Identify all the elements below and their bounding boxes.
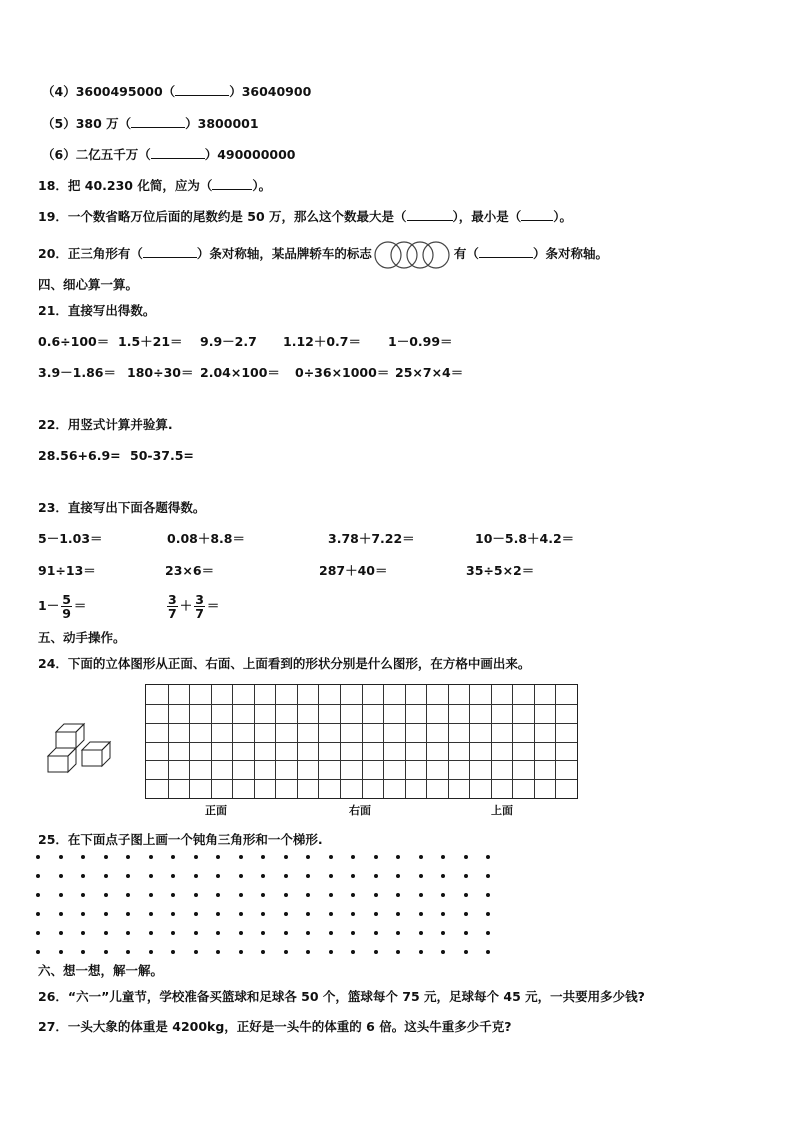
- grid-dot: [216, 950, 220, 954]
- grid-dot: [59, 912, 63, 916]
- grid-dot: [441, 931, 445, 935]
- grid-dot: [351, 931, 355, 935]
- grid-label-top: 上面: [491, 804, 513, 817]
- grid-dot: [464, 855, 468, 859]
- grid-dot: [351, 950, 355, 954]
- grid-dot: [239, 931, 243, 935]
- grid-dot: [419, 893, 423, 897]
- four-rings-logo-icon: [372, 240, 454, 270]
- grid-dot: [216, 874, 220, 878]
- grid-dot: [351, 893, 355, 897]
- grid-dot: [194, 893, 198, 897]
- grid-dot: [441, 874, 445, 878]
- grid-dot: [126, 893, 130, 897]
- q23-expr: 5－1.03＝: [38, 531, 103, 546]
- grid-dot: [306, 855, 310, 859]
- grid-dot: [36, 950, 40, 954]
- grid-dot: [374, 912, 378, 916]
- grid-dot: [59, 931, 63, 935]
- grid-dot: [171, 912, 175, 916]
- grid-dot: [464, 874, 468, 878]
- grid-lines: [146, 685, 577, 798]
- q21-expr: 2.04×100＝: [200, 365, 280, 380]
- q21-expr: 1.12＋0.7＝: [283, 334, 361, 349]
- grid-dot: [396, 950, 400, 954]
- grid-dot: [464, 931, 468, 935]
- grid-dot: [486, 893, 490, 897]
- grid-dot: [104, 855, 108, 859]
- grid-dot: [36, 931, 40, 935]
- grid-dot: [284, 855, 288, 859]
- grid-dot: [81, 912, 85, 916]
- grid-dot: [486, 950, 490, 954]
- q21-expr: 3.9－1.86＝: [38, 365, 116, 380]
- section-5-heading: 五、动手操作。: [38, 630, 126, 645]
- grid-dot: [104, 912, 108, 916]
- q23-fraction-expr-1: 1－ $\frac{5}{9}$ ＝: [38, 592, 87, 621]
- grid-dot: [374, 855, 378, 859]
- grid-dot: [149, 912, 153, 916]
- grid-dot: [36, 855, 40, 859]
- grid-dot: [261, 893, 265, 897]
- grid-dot: [441, 950, 445, 954]
- q23-fraction-expr-2: $\frac{3}{7}$ ＋ $\frac{3}{7}$ ＝: [168, 592, 220, 621]
- question-21-title: 21．直接写出得数。: [38, 303, 156, 318]
- grid-dot: [329, 874, 333, 878]
- q21-expr: 0.6÷100＝: [38, 334, 110, 349]
- drawing-grid[interactable]: [145, 684, 578, 799]
- answer-blank[interactable]: [407, 209, 453, 221]
- q21-expr: 1.5＋21＝: [118, 334, 183, 349]
- grid-dot: [36, 912, 40, 916]
- grid-dot: [284, 874, 288, 878]
- fraction: $\frac{3}{7}$: [168, 592, 177, 621]
- q23-expr: 35÷5×2＝: [466, 563, 535, 578]
- q23-expr: 23×6＝: [165, 563, 215, 578]
- grid-dot: [284, 950, 288, 954]
- grid-dot: [329, 912, 333, 916]
- grid-dot: [239, 874, 243, 878]
- q21-expr: 180÷30＝: [127, 365, 194, 380]
- q23-expr: 10－5.8＋4.2＝: [475, 531, 575, 546]
- grid-dot: [216, 931, 220, 935]
- grid-dot: [194, 950, 198, 954]
- grid-dot: [104, 931, 108, 935]
- grid-dot: [306, 874, 310, 878]
- grid-dot: [486, 855, 490, 859]
- grid-dot: [81, 931, 85, 935]
- grid-dot: [261, 950, 265, 954]
- q22-expr: 28.56+6.9=: [38, 448, 121, 463]
- grid-dot: [351, 912, 355, 916]
- grid-dot: [441, 912, 445, 916]
- question-19: 19．一个数省略万位后面的尾数约是 50 万，那么这个数最大是（ ），最小是（ ）。: [38, 209, 573, 224]
- grid-dot: [396, 855, 400, 859]
- q17-item-5: （5）380 万（ ）3800001: [42, 116, 259, 131]
- grid-label-right: 右面: [349, 804, 371, 817]
- q17-item-6: （6）二亿五千万（ ）490000000: [42, 147, 296, 162]
- grid-dot: [351, 855, 355, 859]
- grid-dot: [396, 893, 400, 897]
- answer-blank[interactable]: [479, 246, 533, 258]
- grid-dot: [261, 874, 265, 878]
- grid-dot: [149, 855, 153, 859]
- question-20: 20．正三角形有（ ）条对称轴，某品牌轿车的标志 有（ ）条对称轴。: [38, 246, 608, 262]
- grid-dot: [464, 893, 468, 897]
- q21-expr: 9.9－2.7: [200, 334, 257, 349]
- q17-item-4: （4）3600495000（ ）36040900: [42, 84, 312, 99]
- grid-dot: [396, 931, 400, 935]
- section-4-heading: 四、细心算一算。: [38, 277, 139, 292]
- grid-dot: [239, 893, 243, 897]
- grid-dot: [329, 893, 333, 897]
- answer-blank[interactable]: [131, 116, 185, 128]
- q22-expr: 50-37.5=: [130, 448, 194, 463]
- grid-dot: [216, 855, 220, 859]
- grid-dot: [486, 931, 490, 935]
- question-18: 18．把 40.230 化简，应为（ ）。: [38, 178, 272, 193]
- grid-dot: [261, 931, 265, 935]
- grid-dot: [329, 855, 333, 859]
- grid-dot: [284, 912, 288, 916]
- grid-dot: [149, 950, 153, 954]
- question-24-title: 24．下面的立体图形从正面、右面、上面看到的形状分别是什么图形，在方格中画出来。: [38, 656, 531, 671]
- grid-dot: [239, 912, 243, 916]
- grid-dot: [441, 855, 445, 859]
- grid-dot: [216, 912, 220, 916]
- grid-dot: [104, 874, 108, 878]
- grid-dot: [126, 931, 130, 935]
- grid-dot: [126, 912, 130, 916]
- grid-dot: [104, 950, 108, 954]
- question-27: 27．一头大象的体重是 4200kg，正好是一头牛的体重的 6 倍。这头牛重多少千克?: [38, 1019, 512, 1034]
- grid-dot: [396, 874, 400, 878]
- answer-blank[interactable]: [151, 147, 205, 159]
- grid-dot: [126, 874, 130, 878]
- grid-dot: [194, 931, 198, 935]
- grid-dot: [149, 893, 153, 897]
- grid-dot: [419, 855, 423, 859]
- question-25-title: 25．在下面点子图上画一个钝角三角形和一个梯形.: [38, 832, 323, 847]
- q23-expr: 91÷13＝: [38, 563, 96, 578]
- grid-dot: [59, 893, 63, 897]
- grid-dot: [194, 912, 198, 916]
- fraction: $\frac{5}{9}$: [62, 592, 71, 621]
- q23-expr: 0.08＋8.8＝: [167, 531, 245, 546]
- grid-dot: [171, 893, 175, 897]
- grid-dot: [306, 931, 310, 935]
- grid-dot: [351, 874, 355, 878]
- grid-dot: [126, 855, 130, 859]
- grid-dot: [239, 950, 243, 954]
- answer-blank[interactable]: [521, 209, 553, 221]
- grid-dot: [419, 950, 423, 954]
- grid-dot: [329, 950, 333, 954]
- grid-dot: [284, 931, 288, 935]
- grid-dot: [59, 950, 63, 954]
- grid-dot: [81, 893, 85, 897]
- q21-expr: 0÷36×1000＝: [295, 365, 390, 380]
- q21-expr: 25×7×4＝: [395, 365, 464, 380]
- grid-dot: [239, 855, 243, 859]
- grid-dot: [441, 893, 445, 897]
- grid-dot: [261, 912, 265, 916]
- grid-dot: [126, 950, 130, 954]
- grid-dot: [374, 893, 378, 897]
- grid-dot: [36, 874, 40, 878]
- grid-dot: [374, 874, 378, 878]
- grid-dot: [59, 874, 63, 878]
- grid-dot: [104, 893, 108, 897]
- grid-dot: [419, 874, 423, 878]
- question-22-title: 22．用竖式计算并验算.: [38, 417, 173, 432]
- grid-dot: [81, 855, 85, 859]
- answer-blank[interactable]: [175, 84, 229, 96]
- grid-dot: [171, 931, 175, 935]
- answer-blank[interactable]: [143, 246, 197, 258]
- grid-dot: [396, 912, 400, 916]
- grid-dot: [306, 893, 310, 897]
- grid-dot: [36, 893, 40, 897]
- grid-dot: [194, 855, 198, 859]
- grid-dot: [149, 874, 153, 878]
- fraction: $\frac{3}{7}$: [195, 592, 204, 621]
- grid-dot: [284, 893, 288, 897]
- grid-dot: [81, 950, 85, 954]
- cube-stack-figure: [46, 714, 116, 776]
- q23-expr: 287＋40＝: [319, 563, 388, 578]
- grid-dot: [486, 874, 490, 878]
- grid-dot: [261, 855, 265, 859]
- grid-dot: [419, 931, 423, 935]
- grid-dot: [306, 950, 310, 954]
- answer-blank[interactable]: [212, 178, 252, 190]
- grid-dot: [374, 950, 378, 954]
- question-26: 26．“六一”儿童节，学校准备买篮球和足球各 50 个，篮球每个 75 元，足球每个 45 元，一共要用多少钱?: [38, 989, 645, 1004]
- grid-dot: [149, 931, 153, 935]
- grid-dot: [216, 893, 220, 897]
- grid-dot: [374, 931, 378, 935]
- q23-expr: 3.78＋7.22＝: [328, 531, 415, 546]
- section-6-heading: 六、想一想，解一解。: [38, 963, 164, 978]
- question-23-title: 23．直接写出下面各题得数。: [38, 500, 206, 515]
- grid-dot: [329, 931, 333, 935]
- grid-dot: [464, 912, 468, 916]
- q21-expr: 1－0.99＝: [388, 334, 453, 349]
- grid-dot: [419, 912, 423, 916]
- grid-dot: [171, 950, 175, 954]
- grid-dot: [81, 874, 85, 878]
- grid-dot: [171, 855, 175, 859]
- grid-dot: [486, 912, 490, 916]
- grid-dot: [194, 874, 198, 878]
- grid-dot: [59, 855, 63, 859]
- grid-dot: [171, 874, 175, 878]
- grid-dot: [306, 912, 310, 916]
- grid-dot: [464, 950, 468, 954]
- grid-label-front: 正面: [205, 804, 227, 817]
